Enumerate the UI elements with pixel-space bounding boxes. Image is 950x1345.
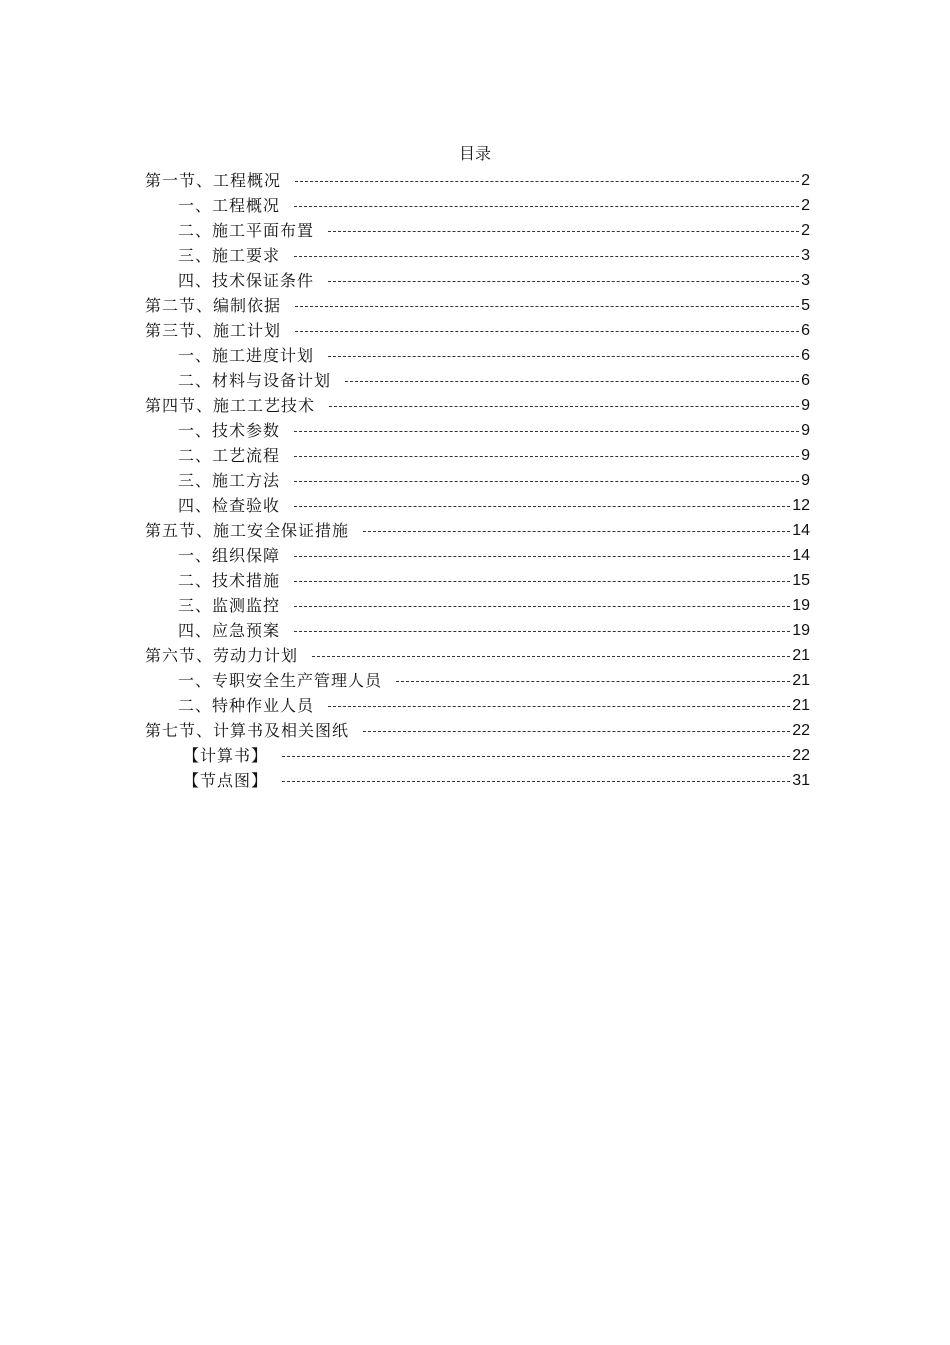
toc-entry-page-number: 31 bbox=[792, 772, 810, 789]
toc-entry[interactable] bbox=[145, 368, 810, 393]
toc-dot-leader bbox=[328, 356, 799, 357]
toc-dot-leader bbox=[363, 731, 790, 732]
toc-entry[interactable] bbox=[145, 318, 810, 343]
toc-entry[interactable] bbox=[145, 718, 810, 743]
toc-entry-page-number: 2 bbox=[801, 222, 810, 239]
toc-dot-leader bbox=[294, 456, 799, 457]
toc-entry-label: 第三节、施工计划 bbox=[145, 321, 282, 340]
toc-entry-label: 【计算书】 bbox=[183, 746, 269, 765]
toc-entry-label: 第六节、劳动力计划 bbox=[145, 646, 299, 665]
toc-entry[interactable] bbox=[145, 418, 810, 443]
toc-entry-label: 第七节、计算书及相关图纸 bbox=[145, 721, 350, 740]
toc-dot-leader bbox=[345, 381, 799, 382]
toc-dot-leader bbox=[329, 406, 799, 407]
toc-entry[interactable] bbox=[145, 668, 810, 693]
toc-entry[interactable] bbox=[145, 518, 810, 543]
toc-dot-leader bbox=[294, 631, 790, 632]
toc-dot-leader bbox=[294, 506, 790, 507]
toc-entry-label: 一、工程概况 bbox=[178, 196, 281, 215]
toc-entry-label: 二、特种作业人员 bbox=[178, 696, 315, 715]
toc-entry[interactable] bbox=[145, 493, 810, 518]
toc-dot-leader bbox=[282, 781, 790, 782]
toc-dot-leader bbox=[295, 306, 799, 307]
toc-entry-page-number: 6 bbox=[801, 347, 810, 364]
toc-entry-label: 四、应急预案 bbox=[178, 621, 281, 640]
toc-entry-page-number: 21 bbox=[792, 647, 810, 664]
toc-entry-label: 一、施工进度计划 bbox=[178, 346, 315, 365]
toc-dot-leader bbox=[294, 206, 799, 207]
toc-entry[interactable] bbox=[145, 193, 810, 218]
toc-dot-leader bbox=[295, 181, 799, 182]
toc-entry-page-number: 22 bbox=[792, 722, 810, 739]
toc-entry-page-number: 9 bbox=[801, 397, 810, 414]
toc-dot-leader bbox=[294, 581, 790, 582]
toc-entry-page-number: 19 bbox=[792, 622, 810, 639]
toc-dot-leader bbox=[328, 706, 790, 707]
toc-entry[interactable] bbox=[145, 243, 810, 268]
toc-dot-leader bbox=[396, 681, 790, 682]
toc-entry[interactable] bbox=[145, 443, 810, 468]
toc-entry-label: 四、技术保证条件 bbox=[178, 271, 315, 290]
toc-entry-label: 第一节、工程概况 bbox=[145, 171, 282, 190]
toc-entry-page-number: 2 bbox=[801, 197, 810, 214]
toc-dot-leader bbox=[328, 231, 799, 232]
toc-entry[interactable] bbox=[145, 618, 810, 643]
toc-entry-label: 第四节、施工工艺技术 bbox=[145, 396, 316, 415]
toc-entry-page-number: 22 bbox=[792, 747, 810, 764]
toc-entry-page-number: 6 bbox=[801, 372, 810, 389]
toc-entry-page-number: 5 bbox=[801, 297, 810, 314]
toc-entry-page-number: 9 bbox=[801, 447, 810, 464]
toc-entry[interactable] bbox=[145, 218, 810, 243]
toc-entry-page-number: 15 bbox=[792, 572, 810, 589]
toc-entry-label: 四、检查验收 bbox=[178, 496, 281, 515]
toc-entry-label: 一、技术参数 bbox=[178, 421, 281, 440]
toc-entry-page-number: 9 bbox=[801, 422, 810, 439]
toc-entry-label: 二、工艺流程 bbox=[178, 446, 281, 465]
toc-entry-label: 二、施工平面布置 bbox=[178, 221, 315, 240]
toc-entry[interactable] bbox=[145, 468, 810, 493]
toc-entry[interactable] bbox=[145, 768, 810, 793]
toc-dot-leader bbox=[294, 606, 790, 607]
toc-entry-page-number: 14 bbox=[792, 547, 810, 564]
toc-entry[interactable] bbox=[145, 643, 810, 668]
toc-entry[interactable] bbox=[145, 593, 810, 618]
toc-dot-leader bbox=[294, 556, 790, 557]
toc-entry-label: 三、施工方法 bbox=[178, 471, 281, 490]
toc-entry-label: 三、监测监控 bbox=[178, 596, 281, 615]
toc-dot-leader bbox=[363, 531, 790, 532]
toc-entry[interactable] bbox=[145, 168, 810, 193]
toc-entry-page-number: 6 bbox=[801, 322, 810, 339]
toc-entry-label: 一、组织保障 bbox=[178, 546, 281, 565]
toc-dot-leader bbox=[328, 281, 799, 282]
toc-entry-label: 二、材料与设备计划 bbox=[178, 371, 332, 390]
toc-entry-page-number: 3 bbox=[801, 272, 810, 289]
toc-entry[interactable] bbox=[145, 693, 810, 718]
toc-entry[interactable] bbox=[145, 293, 810, 318]
toc-entry-label: 第五节、施工安全保证措施 bbox=[145, 521, 350, 540]
table-of-contents bbox=[145, 168, 810, 793]
toc-entry-page-number: 19 bbox=[792, 597, 810, 614]
toc-dot-leader bbox=[295, 331, 799, 332]
toc-dot-leader bbox=[294, 431, 799, 432]
toc-entry[interactable] bbox=[145, 343, 810, 368]
toc-entry-label: 一、专职安全生产管理人员 bbox=[178, 671, 383, 690]
toc-entry-page-number: 2 bbox=[801, 172, 810, 189]
toc-dot-leader bbox=[312, 656, 790, 657]
toc-entry[interactable] bbox=[145, 268, 810, 293]
toc-dot-leader bbox=[294, 481, 799, 482]
toc-entry[interactable] bbox=[145, 568, 810, 593]
toc-entry-page-number: 14 bbox=[792, 522, 810, 539]
toc-entry-page-number: 21 bbox=[792, 697, 810, 714]
toc-entry-label: 【节点图】 bbox=[183, 771, 269, 790]
toc-dot-leader bbox=[294, 256, 799, 257]
toc-entry-page-number: 12 bbox=[792, 497, 810, 514]
toc-entry-page-number: 9 bbox=[801, 472, 810, 489]
toc-entry[interactable] bbox=[145, 543, 810, 568]
toc-entry-page-number: 21 bbox=[792, 672, 810, 689]
toc-entry[interactable] bbox=[145, 743, 810, 768]
toc-dot-leader bbox=[282, 756, 790, 757]
toc-entry-label: 三、施工要求 bbox=[178, 246, 281, 265]
toc-title: 目录 bbox=[458, 144, 491, 163]
toc-entry-label: 二、技术措施 bbox=[178, 571, 281, 590]
toc-entry-label: 第二节、编制依据 bbox=[145, 296, 282, 315]
toc-entry-page-number: 3 bbox=[801, 247, 810, 264]
toc-entry[interactable] bbox=[145, 393, 810, 418]
